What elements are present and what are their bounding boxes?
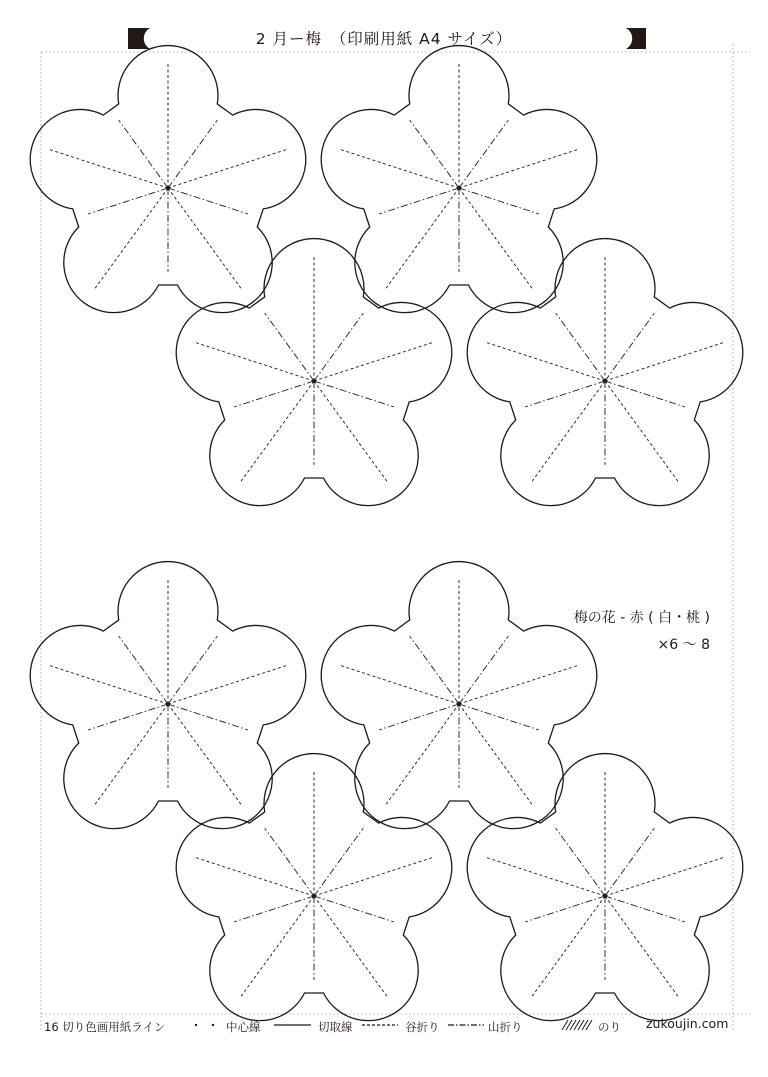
flower-cut-outline <box>467 239 743 506</box>
page-title: 2 月ー梅 （印刷用紙 A4 サイズ） <box>255 30 513 48</box>
flower-center-mark <box>457 702 461 706</box>
legend-valley-label: 谷折り <box>405 1020 440 1034</box>
valley-fold-line <box>485 342 605 381</box>
mountain-fold-line <box>525 381 605 407</box>
valley-fold-line <box>168 149 288 188</box>
valley-fold-line <box>240 381 314 483</box>
plum-flower-cutout <box>176 239 452 506</box>
valley-fold-line <box>339 665 459 704</box>
valley-fold-line <box>94 188 168 290</box>
valley-fold-line <box>605 342 725 381</box>
plum-flower-cutout <box>321 46 597 313</box>
mountain-fold-line <box>459 120 508 188</box>
piece-quantity: ×6 ～ 8 <box>657 637 710 653</box>
mountain-fold-line <box>314 381 394 407</box>
legend-center-dot <box>212 1024 214 1026</box>
valley-fold-line <box>605 381 679 483</box>
flower-center-mark <box>166 186 170 190</box>
valley-fold-line <box>48 665 168 704</box>
mountain-fold-line <box>605 896 685 922</box>
flower-center-mark <box>603 379 607 383</box>
mountain-fold-line <box>379 704 459 730</box>
flower-cut-outline <box>321 562 597 829</box>
mountain-fold-line <box>119 636 168 704</box>
valley-fold-line <box>314 381 388 483</box>
flower-center-mark <box>312 379 316 383</box>
legend-glue-label: のり <box>598 1020 621 1034</box>
valley-fold-line <box>385 704 459 806</box>
flower-center-mark <box>457 186 461 190</box>
mountain-fold-line <box>314 828 363 896</box>
mountain-fold-line <box>314 896 394 922</box>
mountain-fold-line <box>459 704 539 730</box>
legend-cut-label: 切取線 <box>318 1020 353 1034</box>
mountain-fold-line <box>168 636 217 704</box>
plum-flower-cutout <box>176 754 452 1021</box>
mountain-fold-line <box>88 704 168 730</box>
piece-label: 梅の花 - 赤 ( 白・桃 ) <box>573 610 710 626</box>
flower-cut-outline <box>30 562 306 829</box>
mountain-fold-line <box>168 188 248 214</box>
mountain-fold-line <box>265 313 314 381</box>
flower-cut-outline <box>467 754 743 1021</box>
valley-fold-line <box>314 896 388 998</box>
valley-fold-line <box>459 188 533 290</box>
mountain-fold-line <box>605 313 654 381</box>
valley-fold-line <box>168 704 242 806</box>
valley-fold-line <box>314 342 434 381</box>
mountain-fold-line <box>410 120 459 188</box>
valley-fold-line <box>194 857 314 896</box>
mountain-fold-line <box>525 896 605 922</box>
plum-flower-cutout <box>30 562 306 829</box>
valley-fold-line <box>168 665 288 704</box>
mountain-fold-line <box>556 313 605 381</box>
valley-fold-line <box>314 857 434 896</box>
sheet-size-note: 16 切り色画用紙ライン <box>44 1020 166 1034</box>
legend-glue-hatch <box>562 1020 592 1030</box>
valley-fold-line <box>459 704 533 806</box>
flower-cut-outline <box>30 46 306 313</box>
valley-fold-line <box>339 149 459 188</box>
valley-fold-line <box>531 896 605 998</box>
site-url: zukoujin.com <box>646 1016 729 1031</box>
valley-fold-line <box>48 149 168 188</box>
valley-fold-line <box>168 188 242 290</box>
mountain-fold-line <box>410 636 459 704</box>
legend-center-dot <box>195 1024 197 1026</box>
mountain-fold-line <box>168 704 248 730</box>
mountain-fold-line <box>314 313 363 381</box>
mountain-fold-line <box>459 188 539 214</box>
valley-fold-line <box>605 896 679 998</box>
flower-cut-outline <box>321 46 597 313</box>
flower-cut-outline <box>176 754 452 1021</box>
valley-fold-line <box>459 665 579 704</box>
valley-fold-line <box>194 342 314 381</box>
valley-fold-line <box>240 896 314 998</box>
valley-fold-line <box>94 704 168 806</box>
plum-flower-cutout <box>467 754 743 1021</box>
mountain-fold-line <box>168 120 217 188</box>
mountain-fold-line <box>119 120 168 188</box>
plum-flower-cutout <box>321 562 597 829</box>
mountain-fold-line <box>459 636 508 704</box>
mountain-fold-line <box>234 381 314 407</box>
legend-mountain-label: 山折り <box>488 1020 523 1034</box>
mountain-fold-line <box>605 828 654 896</box>
mountain-fold-line <box>88 188 168 214</box>
flower-group <box>30 46 743 1021</box>
legend-center-label: 中心線 <box>226 1020 261 1034</box>
mountain-fold-line <box>379 188 459 214</box>
valley-fold-line <box>605 857 725 896</box>
mountain-fold-line <box>265 828 314 896</box>
flower-cut-outline <box>176 239 452 506</box>
valley-fold-line <box>531 381 605 483</box>
flower-center-mark <box>312 894 316 898</box>
valley-fold-line <box>485 857 605 896</box>
flower-center-mark <box>603 894 607 898</box>
plum-flower-cutout <box>467 239 743 506</box>
mountain-fold-line <box>234 896 314 922</box>
valley-fold-line <box>385 188 459 290</box>
mountain-fold-line <box>556 828 605 896</box>
mountain-fold-line <box>605 381 685 407</box>
valley-fold-line <box>459 149 579 188</box>
flower-center-mark <box>166 702 170 706</box>
plum-flower-cutout <box>30 46 306 313</box>
